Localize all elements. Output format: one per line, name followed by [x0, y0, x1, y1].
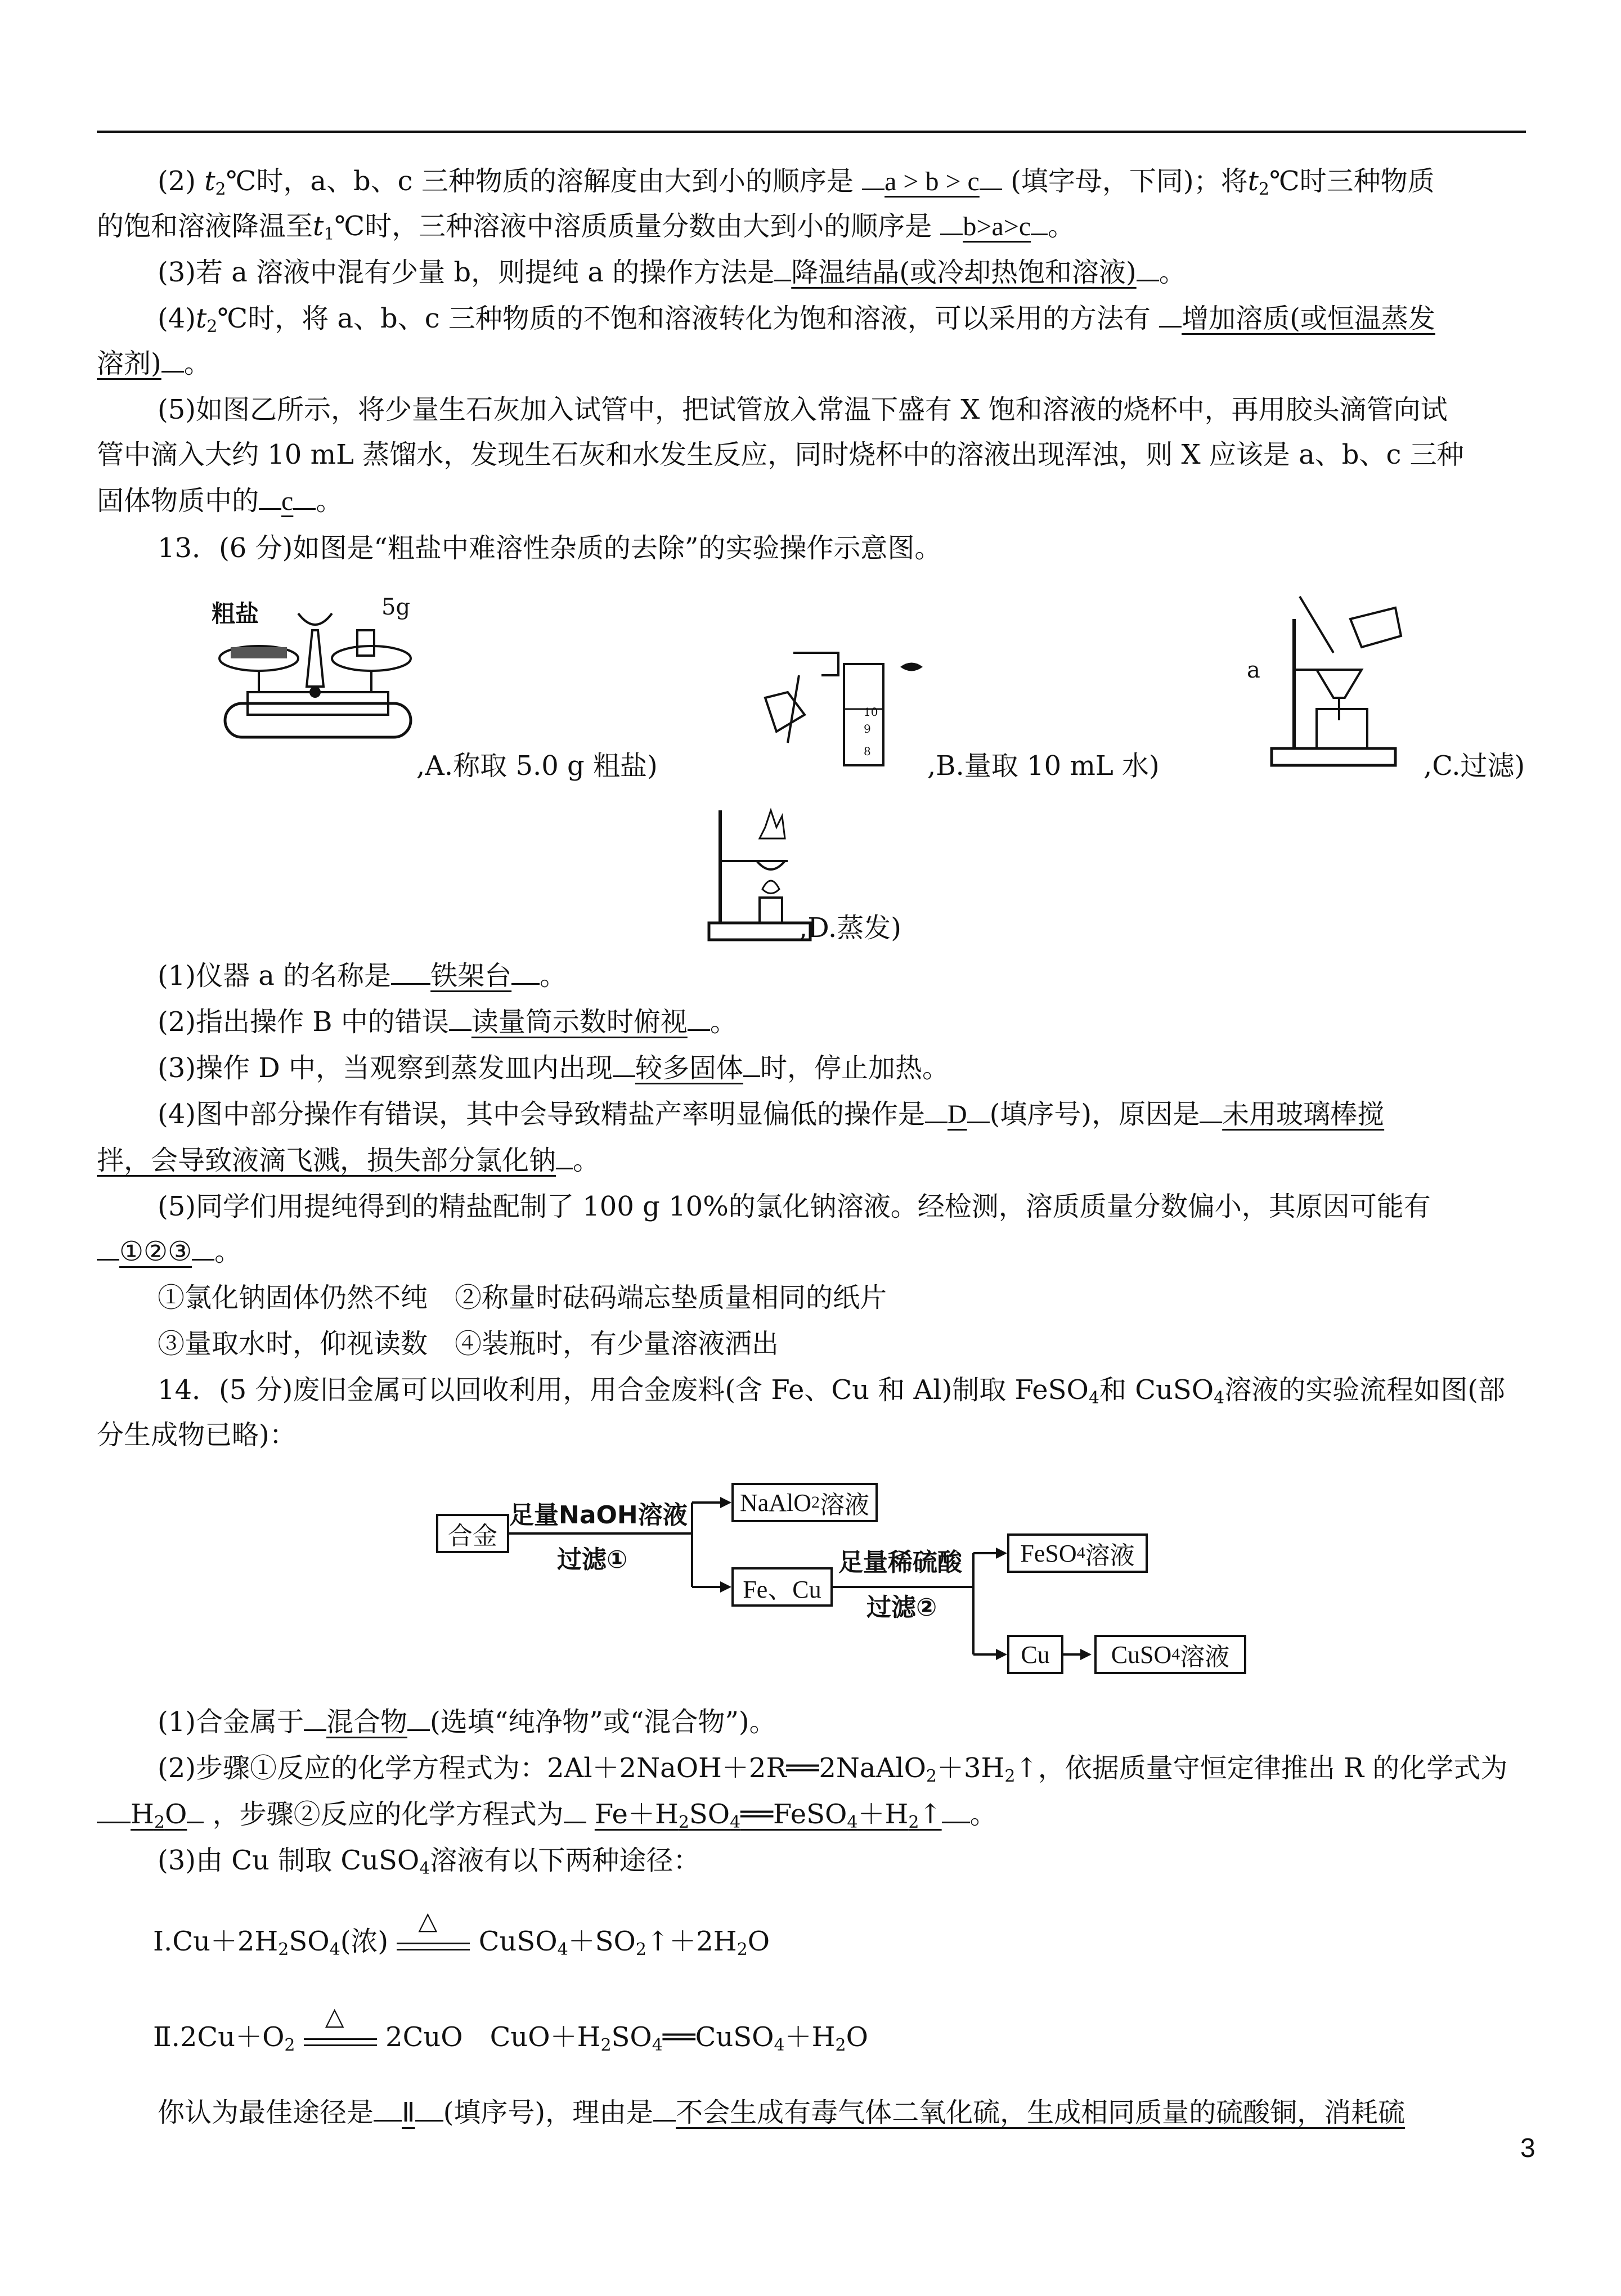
flow-step2-reagent: 足量稀硫酸	[838, 1548, 962, 1577]
q14-part2-line1: (2)步骤①反应的化学方程式为：$2Al+2NaOH+2R══2NaAlO_2+3H_2↑$，依据质量守恒定律推出 R 的化学式为	[158, 1752, 1508, 1786]
q14-stem-line1: 14．(5 分)废旧金属可以回收利用，用合金废料(含 Fe、Cu 和 Al)制取 FeSO$_4$和 CuSO$_4$溶液的实验流程如图(部	[158, 1374, 1505, 1408]
answer-blank: b>a>c	[963, 212, 1031, 241]
answer-blank: 铁架台	[430, 960, 512, 992]
answer-blank: D	[948, 1100, 967, 1129]
caption-d: ,D.蒸发)	[799, 912, 902, 944]
answer-blank: Ⅱ	[402, 2098, 415, 2128]
q12-part3: (3)若 a 溶液中混有少量 b，则提纯 a 的操作方法是 降温结晶(或冷却热饱和溶液) 。	[158, 257, 1186, 288]
label-coarse-salt: 粗盐	[212, 600, 259, 627]
answer-blank: 读量筒示数时俯视	[471, 1006, 688, 1038]
q14-part3-conclusion: 你认为最佳途径是 Ⅱ (填序号)，理由是 不会生成有毒气体二氧化硫，生成相同质量的硫酸铜，消耗硫	[158, 2097, 1406, 2128]
measuring-cylinder-figure	[754, 642, 940, 771]
q13-part4-line1: (4)图中部分操作有错误，其中会导致精盐产率明显偏低的操作是 D (填序号)，原因是 未用玻璃棒搅	[158, 1098, 1385, 1130]
q14-stem-line2: 分生成物已略)：	[97, 1419, 297, 1451]
answer-blank: c	[281, 486, 294, 516]
page-number: 3	[1520, 2133, 1535, 2163]
answer-blank: 较多固体	[635, 1052, 744, 1084]
flow-box-feso4: FeSO 4 溶液	[1007, 1533, 1148, 1573]
flow-step1-reagent: 足量NaOH溶液	[509, 1501, 688, 1530]
q12-part2-line2: 的饱和溶液降温至$t_1℃$时，三种溶液中溶质质量分数由大到小的顺序是 b>a>c 。	[97, 210, 1075, 244]
answer-blank: a > b > c	[884, 167, 980, 196]
answer-blank: 混合物	[326, 1706, 408, 1738]
q13-stem: 13．(6 分)如图是“粗盐中难溶性杂质的去除”的实验操作示意图。	[158, 532, 942, 564]
caption-a: ,A.称取 5.0 g 粗盐)	[416, 750, 658, 782]
caption-b: ,B.量取 10 mL 水)	[927, 750, 1160, 782]
q12-part4-line2: 溶剂) 。	[97, 348, 211, 379]
q12-part2-line1: (2) $t_2℃$时，a、b、c 三种物质的溶解度由大到小的顺序是 a > b > c (填字母，下同)；将$t_2℃$时三种物质	[158, 165, 1435, 199]
flow-box-naalo2: NaAlO 2 溶液	[731, 1483, 878, 1522]
flow-box-cu: Cu	[1007, 1635, 1063, 1674]
caption-c: ,C.过滤)	[1424, 750, 1525, 782]
route-1-equation: $Ⅰ.Cu+2H_2SO_4$(浓) △ $CuSO_4+SO_2↑+2H_2O$	[153, 1907, 770, 1959]
answer-blank: 降温结晶(或冷却热饱和溶液)	[791, 257, 1137, 288]
answer-blank: 增加溶质(或恒温蒸发	[1182, 303, 1435, 334]
q14-part3: (3)由 Cu 制取 CuSO$_4$溶液有以下两种途径：	[158, 1845, 701, 1878]
flow-box-cuso4: CuSO 4 溶液	[1094, 1635, 1246, 1674]
q13-part5-line2: ①②③ 。	[97, 1235, 1526, 1268]
tick-8: 8	[864, 745, 871, 758]
answer-blank: ①②③	[119, 1236, 192, 1267]
flow-step2-filter: 过滤②	[866, 1593, 937, 1622]
route-2-equation: $Ⅱ.2Cu+O_2$ △ 2CuO $CuO+H_2SO_4══CuSO_4+H_2O$	[153, 2002, 868, 2055]
q12-part4-line1: $(4)t_2℃$时，将 a、b、c 三种物质的不饱和溶液转化为饱和溶液，可以采用的方法有 增加溶质(或恒温蒸发	[158, 303, 1435, 337]
heat-condition: △	[397, 1932, 470, 1950]
q13-part5-line1: (5)同学们用提纯得到的精盐配制了 100 g 10%的氯化钠溶液。经检测，溶质质量分数偏小，其原因可能有	[158, 1191, 1431, 1222]
flow-step1-filter: 过滤①	[557, 1545, 628, 1574]
q13-part4-line2: 拌，会导致液滴飞溅，损失部分氯化钠 。	[97, 1145, 600, 1176]
q12-part5-line2: 管中滴入大约 10 mL 蒸馏水，发现生石灰和水发生反应，同时烧杯中的溶液出现浑浊，则 X 应该是 a、b、c 三种	[97, 439, 1464, 470]
q13-part1: (1)仪器 a 的名称是 铁架台 。	[158, 960, 567, 992]
flow-box-fecu: Fe、Cu	[731, 1567, 833, 1607]
q13-part3: (3)操作 D 中，当观察到蒸发皿内出现 较多固体 时，停止加热。	[158, 1052, 950, 1084]
q13-option-line2: ③量取水时，仰视读数 ④装瓶时，有少量溶液洒出	[158, 1328, 779, 1360]
answer-blank: $H_2O$	[131, 1799, 187, 1832]
q13-part2: (2)指出操作 B 中的错误 读量筒示数时俯视 。	[158, 1006, 737, 1038]
q12-part5-line3: 固体物质中的 c 。	[97, 485, 343, 517]
q13-option-line1: ①氯化钠固体仍然不纯 ②称量时砝码端忘垫质量相同的纸片	[158, 1282, 887, 1313]
heat-condition: △	[304, 2028, 377, 2046]
q14-part2-line2: $H_2O$ ，步骤②反应的化学方程式为 $Fe+H_2SO_4══FeSO_4+H_2↑$ 。	[97, 1797, 1526, 1831]
tick-9: 9	[864, 722, 871, 736]
flow-box-alloy: 合金	[436, 1514, 509, 1553]
answer-blank: $Fe+H_2SO_4══FeSO_4+H_2↑$	[594, 1799, 942, 1832]
q14-part1: (1)合金属于 混合物 (选填“纯净物”或“混合物”)。	[158, 1706, 776, 1738]
q12-part5-line1: (5)如图乙所示，将少量生石灰加入试管中，把试管放入常温下盛有 X 饱和溶液的烧杯中，再用胶头滴管向试	[158, 394, 1448, 425]
label-a: a	[1247, 657, 1260, 683]
header-rule	[97, 131, 1526, 133]
filtration-figure	[1260, 585, 1418, 771]
label-weight: 5g	[381, 594, 411, 620]
tick-10: 10	[864, 705, 878, 719]
